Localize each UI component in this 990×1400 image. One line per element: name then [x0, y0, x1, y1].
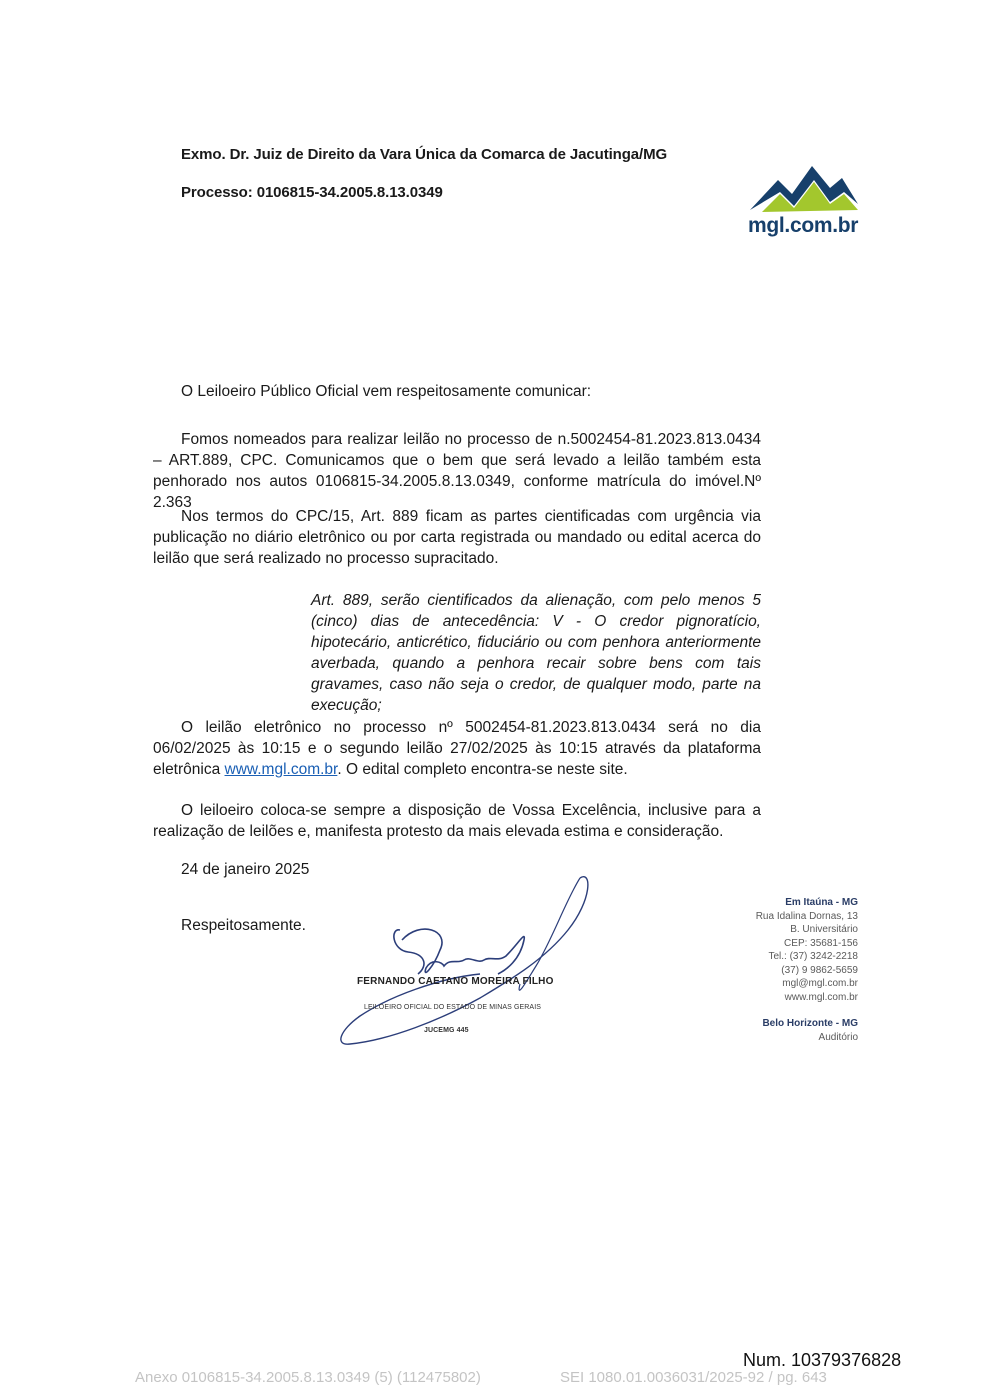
- address-block: [700, 896, 858, 1044]
- intro-paragraph: O Leiloeiro Público Oficial vem respeitosamente comunicar:: [181, 383, 592, 400]
- address-line: B. Universitário: [790, 924, 858, 935]
- process-number: Processo: 0106815-34.2005.8.13.0349: [181, 184, 443, 201]
- address-phone: (37) 9 9862-5659: [781, 964, 858, 976]
- letter-date: 24 de janeiro 2025: [181, 861, 310, 878]
- website-link[interactable]: www.mgl.com.br: [224, 761, 338, 778]
- paragraph-cpc: Nos termos do CPC/15, Art. 889 ficam as partes cientificadas com urgência via publicação no diário eletrônico ou por carta registrada ou mandado ou edital acerca do leilão que será realizado no processo supracitado.: [153, 508, 761, 567]
- address-website: www.mgl.com.br: [784, 991, 858, 1003]
- legal-quote: Art. 889, serão cientificados da alienação, com pelo menos 5 (cinco) dias de antecedência: V - O credor pignoratício, hipotecário, anticrético, fiduciário ou com penhora anteriormente averbada, quando a penhora recair sobre bens com tais gravames, caso não seja o credor, de qualquer modo, parte na execução;: [311, 592, 761, 714]
- sei-reference: SEI 1080.01.0036031/2025-92 / pg. 643: [560, 1369, 827, 1386]
- closing-salutation: Respeitosamente.: [181, 917, 306, 934]
- signer-registry: JUCEMG 445: [424, 1027, 469, 1034]
- mgl-logo: [740, 158, 865, 240]
- paragraph-closing-remarks: O leiloeiro coloca-se sempre a disposição de Vossa Excelência, inclusive para a realização de leilões e, manifesta protesto da mais elevada estima e consideração.: [153, 802, 761, 840]
- edital-text: . O edital completo encontra-se neste site.: [337, 761, 628, 778]
- signer-title: LEILOEIRO OFICIAL DO ESTADO DE MINAS GERAIS: [364, 1004, 542, 1011]
- paragraph-auction-dates: [153, 717, 761, 780]
- address-line: Rua Idalina Dornas, 13: [755, 910, 858, 922]
- signature-block: [330, 870, 600, 1050]
- addressee: Exmo. Dr. Juiz de Direito da Vara Única da Comarca de Jacutinga/MG: [181, 146, 668, 163]
- paragraph-nomination: Fomos nomeados para realizar leilão no processo de n.5002454-81.2023.813.0434 – ART.889, CPC. Comunicamos que o bem que será levado a leilão também esta penhorado nos autos 0106815-34.2005.8.13.0349, conforme matrícula do imóvel.Nº 2.363: [153, 431, 761, 511]
- annex-reference: Anexo 0106815-34.2005.8.13.0349 (5) (112475802): [135, 1369, 481, 1386]
- logo-text: mgl.com.br: [748, 214, 859, 237]
- signer-name: FERNANDO CAETANO MOREIRA FILHO: [357, 976, 554, 987]
- document-number: Num. 10379376828: [743, 1350, 902, 1370]
- auction-dates-text: O leilão eletrônico no processo nº 5002454-81.2023.813.0434 será no dia 06/02/2025 às 10:15 e o segundo leilão 27/02/2025 às 10:15 através da plataforma eletrônica: [153, 719, 761, 778]
- address-email: mgl@mgl.com.br: [782, 978, 858, 989]
- address-city-heading: Em Itaúna - MG: [785, 897, 858, 908]
- address-second-city: Belo Horizonte - MG: [762, 1018, 858, 1029]
- address-phone: Tel.: (37) 3242-2218: [768, 951, 858, 962]
- handwritten-signature: [330, 870, 600, 1050]
- mountain-logo-icon: [748, 158, 860, 214]
- address-second-detail: Auditório: [818, 1031, 858, 1043]
- address-line: CEP: 35681-156: [784, 937, 858, 949]
